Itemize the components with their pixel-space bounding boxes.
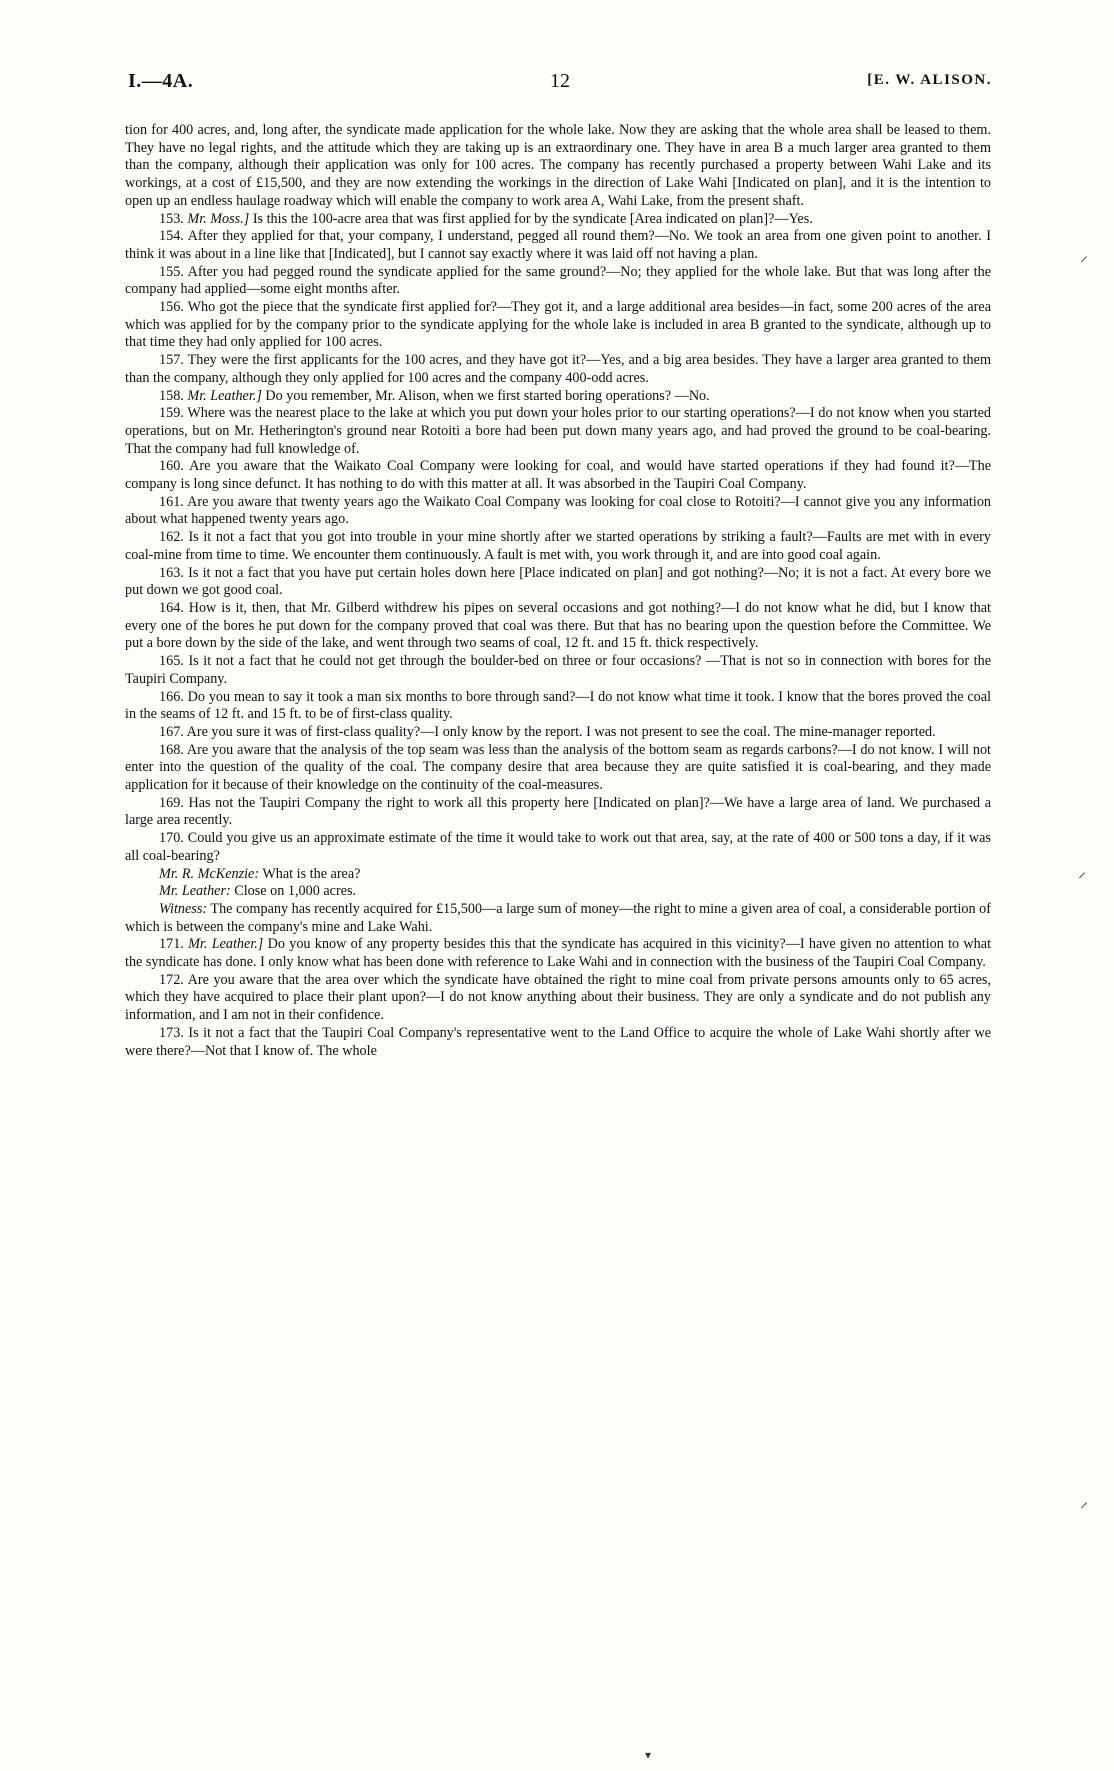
question-173: 173. Is it not a fact that the Taupiri Coal Company's representative went to the Land Office to acquire the whole of Lake Wahi shortly after we were there?—Not that I know of. The whole — [125, 1024, 991, 1059]
document-body — [125, 122, 991, 1060]
document-reference: I.—4A. — [128, 70, 194, 92]
witness-statement: Witness: The company has recently acquired for £15,500—a large sum of money—the right to mine a given area of coal, a considerable portion of which is between the company's mine and Lake Wahi. — [125, 900, 991, 935]
speaker: Witness: — [159, 900, 208, 917]
speaker: Mr. Leather.] — [187, 387, 262, 404]
question-154: 154. After they applied for that, your company, I understand, pegged all round them?—No. We took an area from one given point to another. I think it was about in a line like that [Indicated], but I cannot say exactly where it was laid off not having a plan. — [125, 228, 991, 262]
question-168: 168. Are you aware that the analysis of the top seam was less than the analysis of the bottom seam as regards carbons?—I do not know. I will not enter into the question of the quality of the coal. The company desire that area because they are quite satisfied it is coal-bearing, and they made application for it because of their knowledge on the continuity of the coal-measures. — [125, 741, 991, 794]
speaker: Mr. R. McKenzie: — [159, 865, 260, 882]
speaker: Mr. Leather: — [159, 883, 231, 900]
paragraph: tion for 400 acres, and, long after, the syndicate made application for the whole lake. Now they are asking that the whole area shall be leased to them. They have no legal rights, and the attitude which they are taking up is an extraordinary one. They have in area B a much larger area granted to them than the company, although their application was only for 100 acres. The company has recently purchased a property between Wahi Lake and its workings, at a cost of £15,500, and they are now extending the workings in the direction of Lake Wahi [Indicated on plan], and it is the intention to open up an endless haulage roadway which will enable the company to work area A, Wahi Lake, from the present shaft. — [125, 122, 991, 209]
question-165: 165. Is it not a fact that he could not get through the boulder-bed on three or four occasions? —That is not so in connection with bores for the Taupiri Company. — [125, 653, 991, 687]
question-155: 155. After you had pegged round the syndicate applied for the same ground?—No; they applied for the whole lake. But that was long after the company had applied—some eight months after. — [125, 263, 991, 298]
page-number: 12 — [550, 70, 570, 92]
speaker: Mr. Moss.] — [187, 210, 250, 227]
question-156: 156. Who got the piece that the syndicate first applied for?—They got it, and a large additional area besides—in fact, some 200 acres of the area which was applied for by the company prior to the syndicate applying for the whole lake is included in area B granted to the syndicate, although up to that time they had only applied for 100 acres. — [125, 299, 991, 351]
question-162: 162. Is it not a fact that you got into trouble in your mine shortly after we started operations by striking a fault?—Faults are met with in every coal-mine from time to time. We encounter them continuously. A fault is met with, you work through it, and are into good coal again. — [125, 529, 991, 563]
question-153: 153. Mr. Moss.] Is this the 100-acre area that was first applied for by the syndicate [Area indicated on plan]?—Yes. — [159, 210, 813, 227]
speaker: Mr. Leather.] — [188, 936, 264, 953]
question-172: 172. Are you aware that the area over which the syndicate have obtained the right to mine coal from private persons amounts only to 65 acres, which they have acquired to place their plant upon?—I do not know anything about their business. They are only a syndicate and do not publish any information, and I am not in their confidence. — [125, 971, 991, 1024]
margin-mark: ⸝ — [1079, 248, 1088, 265]
question-164: 164. How is it, then, that Mr. Gilberd withdrew his pipes on several occasions and got nothing?—I do not know what he did, but I know that every one of the bores he put down for the company proved that coal was there. But that has no bearing upon the question before the Committee. We put a bore down by the side of the lake, and went through two seams of coal, 12 ft. and 15 ft. thick respectively. — [125, 599, 992, 652]
question-170: 170. Could you give us an approximate estimate of the time it would take to work out that area, say, at the rate of 400 or 500 tons a day, if it was all coal-bearing? — [125, 830, 991, 864]
question-167: 167. Are you sure it was of first-class quality?—I only know by the report. I was not present to see the coal. The mine-manager reported. — [159, 723, 936, 740]
question-160: 160. Are you aware that the Waikato Coal Company were looking for coal, and would have started operations if they had found it?—The company is long since defunct. It has nothing to do with this matter at all. It was absorbed in the Taupiri Coal Company. — [125, 458, 991, 493]
margin-mark: ▾ — [645, 1748, 652, 1762]
witness-name: [E. W. ALISON. — [867, 72, 992, 88]
interjection: Mr. Leather: Close on 1,000 acres. — [159, 883, 357, 900]
question-161: 161. Are you aware that twenty years ago the Waikato Coal Company was looking for coal close to Rotoiti?—I cannot give you any information about what happened twenty years ago. — [125, 493, 992, 528]
question-157: 157. They were the first applicants for the 100 acres, and they have got it?—Yes, and a big area besides. They have a larger area granted to them than the company, although they only applied for 100 acres and the company 400-odd acres. — [125, 352, 991, 386]
page-header — [128, 70, 992, 100]
margin-mark: ⸝ — [1077, 864, 1086, 881]
margin-mark: ⸝ — [1079, 1494, 1088, 1511]
question-159: 159. Where was the nearest place to the lake at which you put down your holes prior to our starting operations?—I do not know when you started operations, but on Mr. Hetherington's ground near Rotoiti a bore had been put down many years ago, and had proved the ground to be coal-bearing. That the company had full knowledge of. — [125, 405, 991, 457]
question-166: 166. Do you mean to say it took a man six months to bore through sand?—I do not know what time it took. I know that the bores proved the coal in the seams of 12 ft. and 15 ft. to be of first-class quality. — [125, 688, 992, 723]
question-171: 171. Mr. Leather.] Do you know of any property besides this that the syndicate has acquired in this vicinity?—I have given no attention to what the syndicate has done. I only know what has been done with reference to Lake Wahi and in connection with the business of the Taupiri Coal Company. — [125, 936, 992, 971]
question-163: 163. Is it not a fact that you have put certain holes down here [Place indicated on plan] and got nothing?—No; it is not a fact. At every bore we put down we got good coal. — [125, 564, 991, 599]
question-158: 158. Mr. Leather.] Do you remember, Mr. Alison, when we first started boring operations? —No. — [159, 387, 710, 404]
question-169: 169. Has not the Taupiri Company the right to work all this property here [Indicated on plan]?—We have a large area of land. We purchased a large area recently. — [125, 794, 992, 829]
interjection: Mr. R. McKenzie: What is the area? — [159, 865, 361, 882]
